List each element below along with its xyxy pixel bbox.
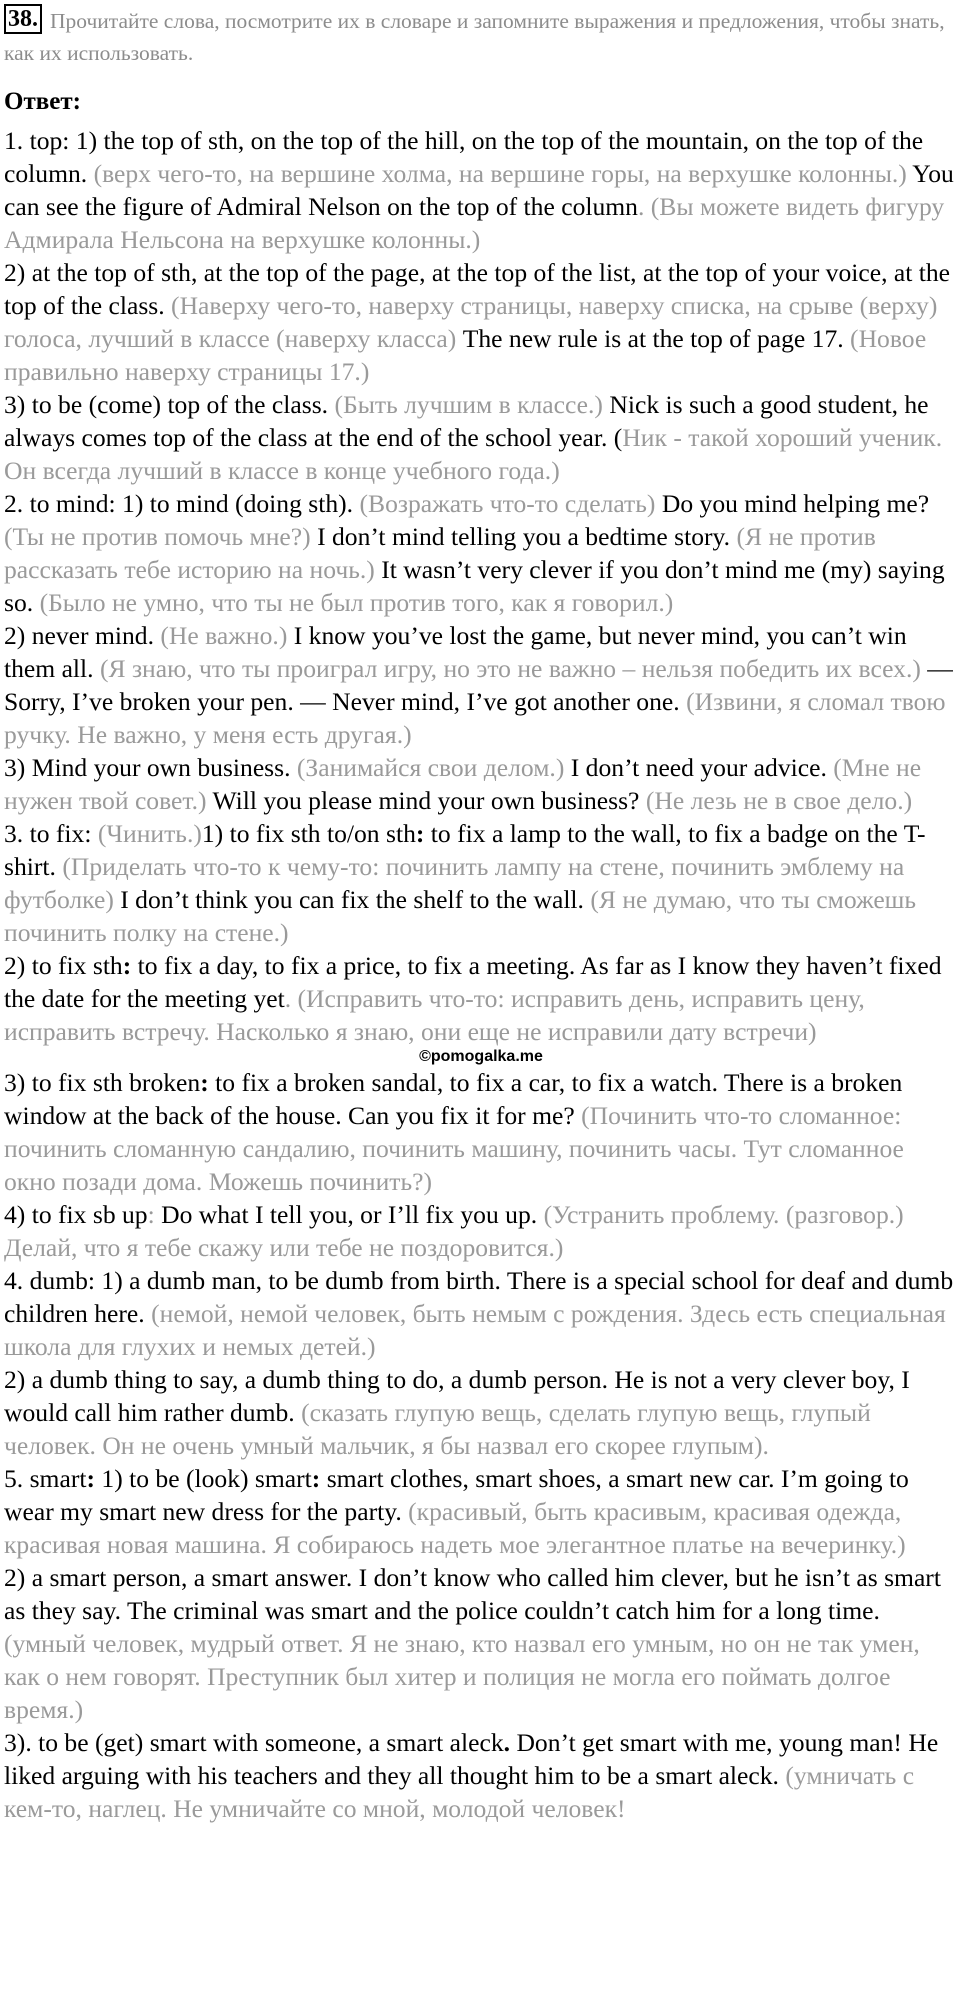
answer-label: Ответ: bbox=[4, 88, 81, 115]
translation-text: (Починить что-то сломанное: починить сломанную сандалию, починить машину, починить часы. Тут сломанное окно позади дома. Можешь починить?) bbox=[4, 1101, 904, 1196]
english-text: 2) to fix sth bbox=[4, 951, 123, 980]
translation-text: (Было не умно, что ты не был против того, как я говорил.) bbox=[39, 588, 674, 617]
english-text: Will you please mind your own business? bbox=[212, 786, 646, 815]
task-number: 38. bbox=[4, 4, 42, 34]
translation-text: (умный человек, мудрый ответ. Я не знаю, кто назвал его умным, но он не так умен, как о нем говорят. Преступник был хитер и полиция не могла его поймать долгое время.) bbox=[4, 1629, 920, 1724]
english-text: to fix a lamp to the wall, to fix a badge on the T-shirt. bbox=[4, 819, 926, 881]
english-text: 5. smart bbox=[4, 1464, 87, 1493]
english-text: to fix a broken sandal, to fix a car, to fix a watch. There is a broken window at the back of the house. Can you fix it for me? bbox=[4, 1068, 903, 1130]
answer-paragraph bbox=[4, 487, 958, 619]
answer-paragraph bbox=[4, 1363, 958, 1462]
english-text: I don’t think you can fix the shelf to the wall. bbox=[120, 885, 591, 914]
english-text: 2) at the top of sth, at the top of the page, at the top of the list, at the top of your voice, at the top of the class. bbox=[4, 258, 951, 320]
answer-paragraph bbox=[4, 1066, 958, 1198]
translation-text: (Возражать что-то сделать) bbox=[359, 489, 662, 518]
english-text: : bbox=[200, 1068, 209, 1097]
translation-text: (Наверху чего-то, наверху страницы, наверху списка, на срыве (верху) голоса, лучший в классе (наверху класса) bbox=[4, 291, 938, 353]
english-text: You can see the figure of Admiral Nelson on the top of the column bbox=[4, 159, 954, 221]
translation-text: (немой, немой человек, быть немым с рождения. Здесь есть специальная школа для глухих и немых детей.) bbox=[4, 1299, 946, 1361]
english-text: 2) never mind. bbox=[4, 621, 161, 650]
task-header bbox=[4, 0, 958, 70]
document-page bbox=[4, 0, 958, 1825]
english-text: 3) to be (come) top of the class. bbox=[4, 390, 335, 419]
english-text: Do what I tell you, or I’ll fix you up. bbox=[154, 1200, 544, 1229]
translation-text: (Ты не против помочь мне?) bbox=[4, 522, 318, 551]
translation-text: (сказать глупую вещь, сделать глупую вещь, глупый человек. Он не очень умный мальчик, я бы назвал его скорее глупым). bbox=[4, 1398, 871, 1460]
english-text: I don’t need your advice. bbox=[570, 753, 834, 782]
english-text: Do you mind helping me? bbox=[661, 489, 930, 518]
translation-text: (Извини, я сломал твою ручку. Не важно, у меня есть другая.) bbox=[4, 687, 946, 749]
english-text: It wasn’t very clever if you don’t mind me (my) saying so. bbox=[4, 555, 945, 617]
english-text: I don’t mind telling you a bedtime story. bbox=[317, 522, 737, 551]
english-text: I know you’ve lost the game, but never mind, you can’t win them all. bbox=[4, 621, 907, 683]
english-text: — Sorry, I’ve broken your pen. — Never mind, I’ve got another one. bbox=[4, 654, 953, 716]
english-text: 2) a dumb thing to say, a dumb thing to do, a dumb person. He is not a very clever boy, I would call him rather dumb. bbox=[4, 1365, 910, 1427]
translation-text: . (Исправить что-то: исправить день, исправить цену, исправить встречу. Насколько я знаю, они еще не исправили дату встречи) bbox=[4, 984, 865, 1046]
translation-text: (Не важно.) bbox=[160, 621, 294, 650]
answer-paragraph bbox=[4, 1462, 958, 1561]
english-text: : bbox=[311, 1464, 321, 1493]
task-instruction: Прочитайте слова, посмотрите их в словаре и запомните выражения и предложения, чтобы знать, как их использовать. bbox=[4, 9, 945, 65]
translation-text: (Приделать что-то к чему-то: починить лампу на стене, починить эмблему на футболке) bbox=[4, 852, 905, 914]
english-text: 4) to fix sb up bbox=[4, 1200, 148, 1229]
answer-paragraph bbox=[4, 1561, 958, 1726]
translation-text: Ник - такой хороший ученик. Он всегда лучший в классе в конце учебного года.) bbox=[4, 423, 943, 485]
answer-paragraph bbox=[4, 817, 958, 949]
translation-text: (Я не думаю, что ты сможешь починить полку на стене.) bbox=[4, 885, 917, 947]
answer-paragraph bbox=[4, 619, 958, 751]
english-text: The new rule is at the top of page 17. bbox=[462, 324, 851, 353]
translation-text: (Чинить.) bbox=[97, 819, 202, 848]
english-text: 2) a smart person, a smart answer. I don’t know who called him clever, but he isn’t as smart as they say. The criminal was smart and the police couldn’t catch him for a long time. bbox=[4, 1563, 941, 1625]
answer-paragraph bbox=[4, 949, 958, 1048]
english-text: Nick is such a good student, he always comes top of the class at the end of the school year. ( bbox=[4, 390, 929, 452]
translation-text: (умничать с кем-то, наглец. Не умничайте со мной, молодой человек! bbox=[4, 1761, 915, 1823]
translation-text: (верх чего-то, на вершине холма, на вершине горы, на верхушке колонны.) bbox=[93, 159, 913, 188]
answer-paragraph bbox=[4, 388, 958, 487]
answer-paragraph bbox=[4, 1264, 958, 1363]
english-text: to fix a day, to fix a price, to fix a meeting. As far as I know they haven’t fixed the date for the meeting yet bbox=[4, 951, 942, 1013]
english-text: Don’t get smart with me, young man! He liked arguing with his teachers and they all thought him to be a smart aleck. bbox=[4, 1728, 939, 1790]
english-text: 2. to mind: 1) to mind (doing sth). bbox=[4, 489, 360, 518]
english-text: 3. to fix: bbox=[4, 819, 98, 848]
translation-text: (красивый, быть красивым, красивая одежда, красивая новая машина. Я собираюсь надеть мое элегантное платье на вечеринку.) bbox=[4, 1497, 906, 1559]
translation-text: (Я не против рассказать тебе историю на ночь.) bbox=[4, 522, 876, 584]
translation-text: (Занимайся свои делом.) bbox=[296, 753, 571, 782]
english-text: 3) to fix sth broken bbox=[4, 1068, 201, 1097]
english-text: 3) Mind your own business. bbox=[4, 753, 297, 782]
translation-text: (Быть лучшим в классе.) bbox=[334, 390, 610, 419]
translation-text: . (Вы можете видеть фигуру Адмирала Нельсона на верхушке колонны.) bbox=[4, 192, 945, 254]
answer-paragraph bbox=[4, 1726, 958, 1825]
english-text: 1. top: 1) the top of sth, on the top of the hill, on the top of the mountain, on the top of the column. bbox=[4, 126, 924, 188]
answer-content bbox=[4, 124, 958, 1825]
translation-text: (Устранить проблему. (разговор.) Делай, что я тебе скажу или тебе не поздоровится.) bbox=[4, 1200, 904, 1262]
translation-text: (Не лезь не в свое дело.) bbox=[645, 786, 913, 815]
answer-paragraph bbox=[4, 256, 958, 388]
english-text: 1) to fix sth to/on sth bbox=[201, 819, 416, 848]
translation-text: (Мне не нужен твой совет.) bbox=[4, 753, 922, 815]
answer-paragraph bbox=[4, 1198, 958, 1264]
english-text: 1) to be (look) smart bbox=[95, 1464, 312, 1493]
english-text: : bbox=[86, 1464, 95, 1493]
answer-paragraph bbox=[4, 124, 958, 256]
english-text: : bbox=[415, 819, 425, 848]
english-text: . bbox=[503, 1728, 511, 1757]
english-text: 3). to be (get) smart with someone, a smart aleck bbox=[4, 1728, 504, 1757]
english-text: : bbox=[122, 951, 132, 980]
translation-text: (Новое правильно наверху страницы 17.) bbox=[4, 324, 927, 386]
translation-text: (Я знаю, что ты проиграл игру, но это не важно – нельзя победить их всех.) bbox=[99, 654, 928, 683]
translation-text: : bbox=[147, 1200, 155, 1229]
answer-paragraph bbox=[4, 751, 958, 817]
english-text: 4. dumb: 1) a dumb man, to be dumb from birth. There is a special school for deaf and dumb children here. bbox=[4, 1266, 954, 1328]
watermark: ©pomogalka.me bbox=[419, 1048, 543, 1065]
english-text: smart clothes, smart shoes, a smart new car. I’m going to wear my smart new dress for the party. bbox=[4, 1464, 909, 1526]
